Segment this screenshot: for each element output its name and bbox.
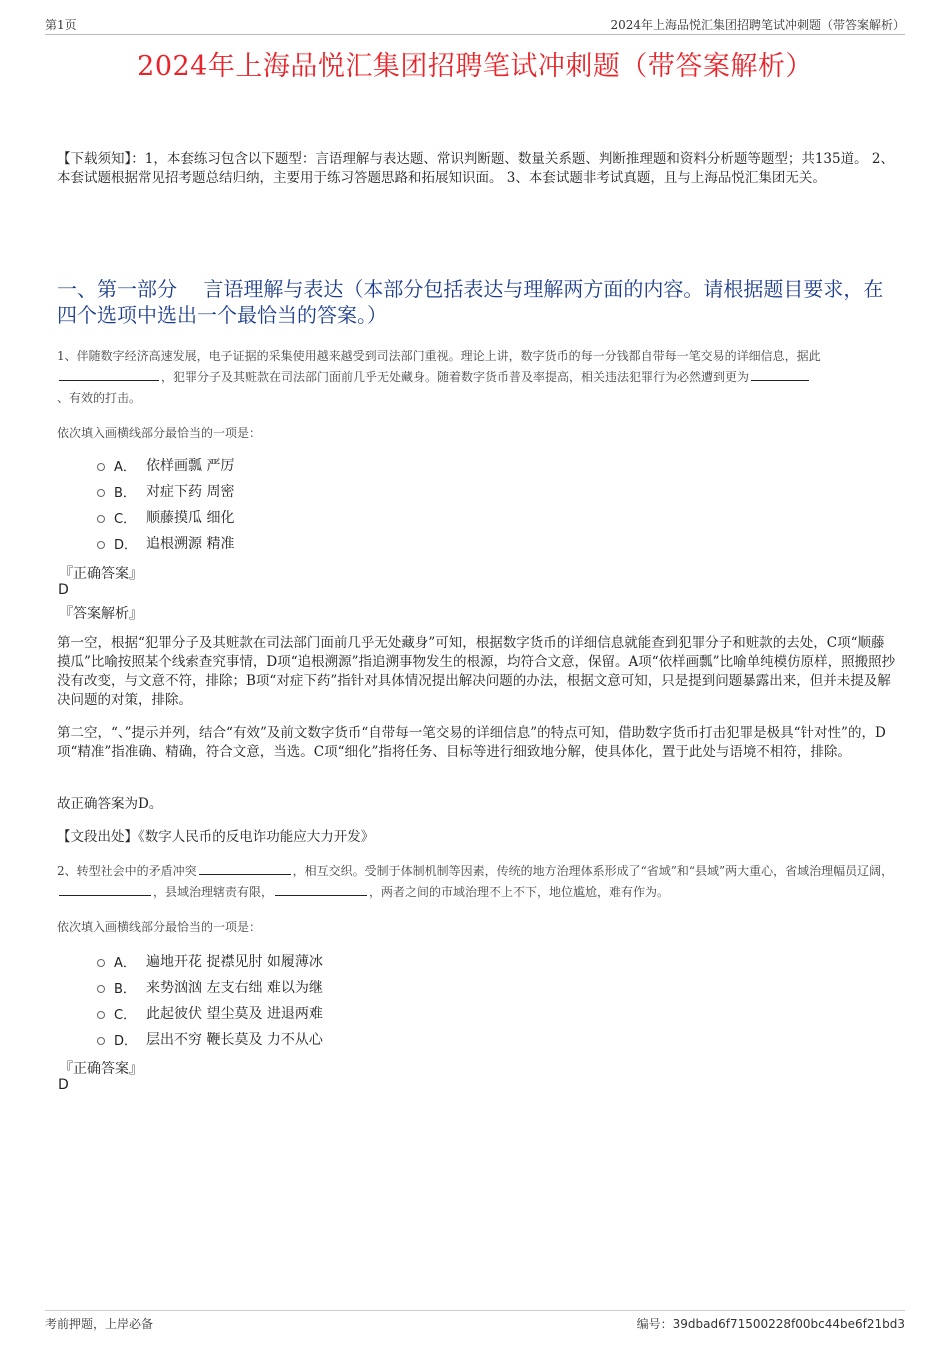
- q2-text-part: ，相互交织。受制于体制机制等因素，传统的地方治理体系形成了“省域”和“县域”两大重心，省域治理幅员辽阔，: [292, 864, 894, 878]
- q1-text-part: ，犯罪分子及其赃款在司法部门面前几乎无处藏身。随着数字货币普及率提高，相关违法犯罪行为必然遭到更为: [161, 370, 750, 384]
- fill-blank: [59, 883, 151, 896]
- question-1-prompt: 依次填入画横线部分最恰当的一项是：: [57, 426, 262, 440]
- fill-blank: [199, 862, 291, 875]
- option-d[interactable]: [97, 530, 234, 556]
- radio-icon[interactable]: [97, 463, 105, 471]
- question-1-text: [57, 346, 898, 409]
- q2-text-part: ，两者之间的市域治理不上不下，地位尴尬，难有作为。: [369, 885, 670, 899]
- question-2-options: [97, 948, 323, 1052]
- code-value: 39dbad6f71500228f00bc44be6f21bd3: [672, 1317, 905, 1331]
- option-d[interactable]: [97, 1026, 323, 1052]
- radio-icon[interactable]: [97, 515, 105, 523]
- analysis-paragraph-1: 第一空，根据“犯罪分子及其赃款在司法部门面前几乎无处藏身”可知，根据数字货币的详细信息就能查到犯罪分子和赃款的去处，C项“顺藤摸瓜”比喻按照某个线索查究事情，D项“追根溯源”指追溯事物发生的根源，均符合文意，保留。A项“依样画瓢”比喻单纯模仿原样，照搬照抄没有改变，与文意不符，排除；B项“对症下药”指针对具体情况提出解决问题的办法，根据文意可知，只是提到问题暴露出来，但并未提及解决问题的对策，排除。: [57, 635, 896, 708]
- option-text: 顺藤摸瓜 细化: [146, 510, 235, 526]
- radio-icon[interactable]: [97, 489, 105, 497]
- option-letter: B．: [114, 485, 136, 501]
- analysis-conclusion: 故正确答案为D。: [57, 796, 163, 812]
- page-footer: [45, 1310, 905, 1335]
- analysis-paragraph-2: 第二空，“、”提示并列，结合“有效”及前文数字货币“自带每一笔交易的详细信息”的特点可知，借助数字货币打击犯罪是极具“针对性”的，D项“精准”指准确、精确，符合文意，当选。C项“细化”指将任务、目标等进行细致地分解，使具体化，置于此处与语境不相符，排除。: [57, 725, 886, 760]
- fill-blank: [59, 368, 159, 381]
- q2-text-part: ，县域治理辖责有限，: [153, 885, 274, 899]
- question-2-prompt: 依次填入画横线部分最恰当的一项是：: [57, 920, 262, 934]
- source-citation: 【文段出处】《数字人民币的反电诈功能应大力开发》: [57, 829, 375, 845]
- q1-text-part: 1、伴随数字经济高速发展，电子证据的采集使用越来越受到司法部门重视。理论上讲，数字货币的每一分钱都自带每一笔交易的详细信息，据此: [57, 349, 821, 363]
- radio-icon[interactable]: [97, 1011, 105, 1019]
- option-text: 追根溯源 精准: [146, 536, 235, 552]
- option-c[interactable]: [97, 504, 234, 530]
- footer-code: [637, 1315, 905, 1332]
- download-notice: 【下载须知】：1，本套练习包含以下题型：言语理解与表达题、常识判断题、数量关系题、判断推理题和资料分析题等题型；共135道。 2、本套试题根据常见招考题总结归纳，主要用于练习答题思路和拓展知识面。 3、本套试题非考试真题，且与上海品悦汇集团无关。: [57, 151, 894, 186]
- footer-slogan: 考前押题，上岸必备: [45, 1317, 154, 1331]
- answer-label: 『正确答案』: [59, 566, 143, 582]
- section-heading: 一、第一部分 言语理解与表达（本部分包括表达与理解两方面的内容。请根据题目要求，在四个选项中选出一个最恰当的答案。）: [57, 277, 884, 327]
- fill-blank: [275, 883, 367, 896]
- option-a[interactable]: [97, 452, 234, 478]
- question-1-options: [97, 452, 234, 556]
- answer-value: D: [58, 1077, 69, 1093]
- page-title: 2024年上海品悦汇集团招聘笔试冲刺题（带答案解析）: [137, 51, 813, 82]
- option-letter: D．: [114, 537, 138, 553]
- option-c[interactable]: [97, 1000, 323, 1026]
- option-text: 此起彼伏 望尘莫及 进退两难: [146, 1006, 323, 1022]
- q1-text-part: 、有效的打击。: [57, 391, 142, 405]
- answer-label: 『正确答案』: [59, 1061, 143, 1077]
- option-text: 依样画瓢 严厉: [146, 458, 235, 474]
- option-letter: C．: [114, 511, 137, 527]
- answer-value: D: [58, 582, 69, 598]
- page-header: [45, 14, 905, 35]
- option-b[interactable]: [97, 974, 323, 1000]
- fill-blank: [751, 368, 809, 381]
- q2-text-part: 2、转型社会中的矛盾冲突: [57, 864, 197, 878]
- option-text: 遍地开花 捉襟见肘 如履薄冰: [146, 954, 323, 970]
- radio-icon[interactable]: [97, 985, 105, 993]
- option-text: 对症下药 周密: [146, 484, 235, 500]
- option-letter: A．: [114, 955, 136, 971]
- option-letter: B．: [114, 981, 136, 997]
- option-text: 层出不穷 鞭长莫及 力不从心: [146, 1032, 323, 1048]
- option-a[interactable]: [97, 948, 323, 974]
- radio-icon[interactable]: [97, 1037, 105, 1045]
- header-doc-title: 2024年上海品悦汇集团招聘笔试冲刺题（带答案解析）: [610, 18, 905, 32]
- option-b[interactable]: [97, 478, 234, 504]
- option-letter: A．: [114, 459, 136, 475]
- code-label: 编号：: [636, 1317, 673, 1331]
- question-2-text: [57, 861, 898, 903]
- page-number: 第1页: [45, 18, 77, 32]
- option-text: 来势汹汹 左支右绌 难以为继: [146, 980, 323, 996]
- radio-icon[interactable]: [97, 959, 105, 967]
- radio-icon[interactable]: [97, 541, 105, 549]
- option-letter: C．: [114, 1007, 137, 1023]
- option-letter: D．: [114, 1033, 138, 1049]
- analysis-label: 『答案解析』: [59, 606, 143, 622]
